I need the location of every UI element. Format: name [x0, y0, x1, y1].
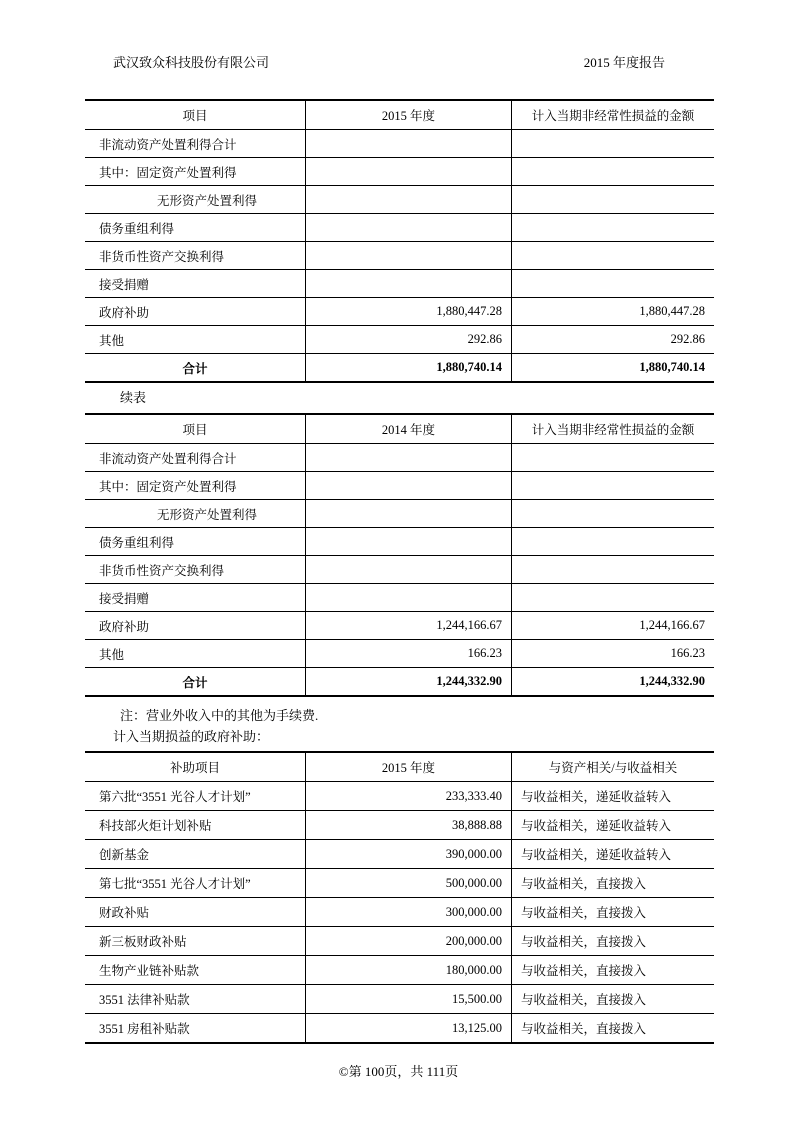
value-cell: 1,244,332.90 [512, 668, 715, 697]
table-row [85, 898, 714, 927]
column-header: 2015 年度 [306, 752, 512, 782]
value-cell [306, 242, 512, 270]
table-header-row [85, 100, 714, 130]
item-cell: 其他 [85, 640, 306, 668]
value-cell: 200,000.00 [306, 927, 512, 956]
item-cell: 第七批“3551 光谷人才计划” [85, 869, 306, 898]
value-cell: 13,125.00 [306, 1014, 512, 1044]
table-row [85, 556, 714, 584]
item-cell: 合计 [182, 361, 208, 376]
table-header-row [85, 414, 714, 444]
column-header: 补助项目 [85, 752, 306, 782]
item-cell: 接受捐赠 [85, 270, 306, 298]
value-cell: 与收益相关，递延收益转入 [512, 811, 715, 840]
column-header: 2015 年度 [306, 100, 512, 130]
report-title: 2015 年度报告 [583, 55, 665, 70]
value-cell: 292.86 [512, 326, 715, 354]
column-header: 与资产相关/与收益相关 [512, 752, 715, 782]
column-header: 计入当期非经常性损益的金额 [512, 414, 715, 444]
item-cell: 创新基金 [85, 840, 306, 869]
subsidy-section-title: 计入当期损益的政府补助： [113, 729, 270, 744]
column-header: 项目 [85, 100, 306, 130]
table-row [85, 270, 714, 298]
item-cell: 3551 房租补贴款 [99, 1022, 190, 1036]
table-row [85, 811, 714, 840]
value-cell [512, 242, 715, 270]
table-row [85, 640, 714, 668]
item-cell: 3551 法律补贴款 [85, 985, 306, 1014]
table-row [85, 1014, 714, 1044]
table-row [85, 298, 714, 326]
table-row [85, 668, 714, 697]
value-cell [306, 584, 512, 612]
value-cell [512, 500, 715, 528]
item-cell: 非流动资产处置利得合计 [85, 130, 306, 158]
value-cell [306, 556, 512, 584]
table-row [85, 927, 714, 956]
value-cell [306, 270, 512, 298]
table-row [85, 612, 714, 640]
item-cell: 非货币性资产交换利得 [85, 242, 306, 270]
value-cell: 与收益相关，直接拨入 [512, 985, 715, 1014]
table-row [85, 186, 714, 214]
item-cell: 无形资产处置利得 [85, 186, 306, 214]
item-cell: 债务重组利得 [85, 528, 306, 556]
item-cell: 其中：固定资产处置利得 [85, 472, 306, 500]
value-cell [512, 556, 715, 584]
table-row [85, 500, 714, 528]
item-cell: 科技部火炬计划补贴 [85, 811, 306, 840]
item-cell: 生物产业链补贴款 [85, 956, 306, 985]
item-cell: 非货币性资产交换利得 [85, 556, 306, 584]
table-row [85, 214, 714, 242]
value-cell [306, 158, 512, 186]
note-text: 注：营业外收入中的其他为手续费. [120, 708, 319, 723]
value-cell: 1,244,332.90 [306, 668, 512, 697]
page-number: ©第 100页，共 111页 [338, 1064, 459, 1079]
column-header: 计入当期非经常性损益的金额 [512, 100, 715, 130]
value-cell [306, 500, 512, 528]
item-cell: 新三板财政补贴 [85, 927, 306, 956]
item-cell: 非流动资产处置利得合计 [85, 444, 306, 472]
value-cell [512, 472, 715, 500]
value-cell: 与收益相关，直接拨入 [512, 956, 715, 985]
table-header-row [85, 752, 714, 782]
value-cell: 1,244,166.67 [306, 612, 512, 640]
value-cell [512, 444, 715, 472]
item-cell: 其他 [85, 326, 306, 354]
value-cell: 1,880,447.28 [306, 298, 512, 326]
table-row [85, 840, 714, 869]
value-cell: 1,880,740.14 [306, 354, 512, 383]
value-cell: 292.86 [306, 326, 512, 354]
value-cell: 1,244,166.67 [512, 612, 715, 640]
value-cell: 与收益相关，递延收益转入 [512, 782, 715, 811]
value-cell [512, 270, 715, 298]
table-row [85, 956, 714, 985]
value-cell: 1,880,447.28 [512, 298, 715, 326]
table-row [85, 584, 714, 612]
table-row [85, 528, 714, 556]
value-cell [306, 528, 512, 556]
column-header: 2014 年度 [306, 414, 512, 444]
item-cell: 第六批“3551 光谷人才计划” [85, 782, 306, 811]
value-cell [306, 186, 512, 214]
value-cell: 233,333.40 [306, 782, 512, 811]
item-cell: 其中：固定资产处置利得 [85, 158, 306, 186]
value-cell [512, 214, 715, 242]
value-cell: 390,000.00 [306, 840, 512, 869]
item-cell: 接受捐赠 [85, 584, 306, 612]
value-cell: 与收益相关，直接拨入 [512, 898, 715, 927]
table-row [85, 444, 714, 472]
table-row [85, 242, 714, 270]
value-cell: 166.23 [512, 640, 715, 668]
value-cell: 500,000.00 [306, 869, 512, 898]
government-subsidy-table [85, 751, 714, 1044]
value-cell: 与收益相关，直接拨入 [512, 1014, 715, 1044]
item-cell: 无形资产处置利得 [85, 500, 306, 528]
item-cell: 政府补助 [85, 298, 306, 326]
table-row [85, 782, 714, 811]
value-cell: 38,888.88 [306, 811, 512, 840]
value-cell [512, 584, 715, 612]
value-cell: 与收益相关，直接拨入 [512, 869, 715, 898]
item-cell: 政府补助 [85, 612, 306, 640]
table-row [85, 869, 714, 898]
item-cell: 财政补贴 [85, 898, 306, 927]
continuation-label: 续表 [120, 390, 147, 405]
document-header [113, 55, 665, 71]
value-cell [512, 130, 715, 158]
value-cell: 与收益相关，递延收益转入 [512, 840, 715, 869]
column-header: 项目 [85, 414, 306, 444]
value-cell [306, 214, 512, 242]
value-cell: 15,500.00 [306, 985, 512, 1014]
table-row [85, 326, 714, 354]
value-cell [512, 186, 715, 214]
value-cell: 166.23 [306, 640, 512, 668]
item-cell: 债务重组利得 [85, 214, 306, 242]
value-cell [512, 528, 715, 556]
value-cell [306, 472, 512, 500]
value-cell: 180,000.00 [306, 956, 512, 985]
non-recurring-gains-table-2015 [85, 99, 714, 383]
table-row [85, 158, 714, 186]
value-cell: 1,880,740.14 [512, 354, 715, 383]
item-cell: 合计 [182, 675, 208, 690]
table-row [85, 985, 714, 1014]
value-cell: 与收益相关，直接拨入 [512, 927, 715, 956]
table-row [85, 354, 714, 383]
value-cell [306, 444, 512, 472]
table-row [85, 472, 714, 500]
table-row [85, 130, 714, 158]
non-recurring-gains-table-2014 [85, 413, 714, 697]
value-cell: 300,000.00 [306, 898, 512, 927]
value-cell [306, 130, 512, 158]
value-cell [512, 158, 715, 186]
company-name: 武汉致众科技股份有限公司 [113, 55, 270, 70]
